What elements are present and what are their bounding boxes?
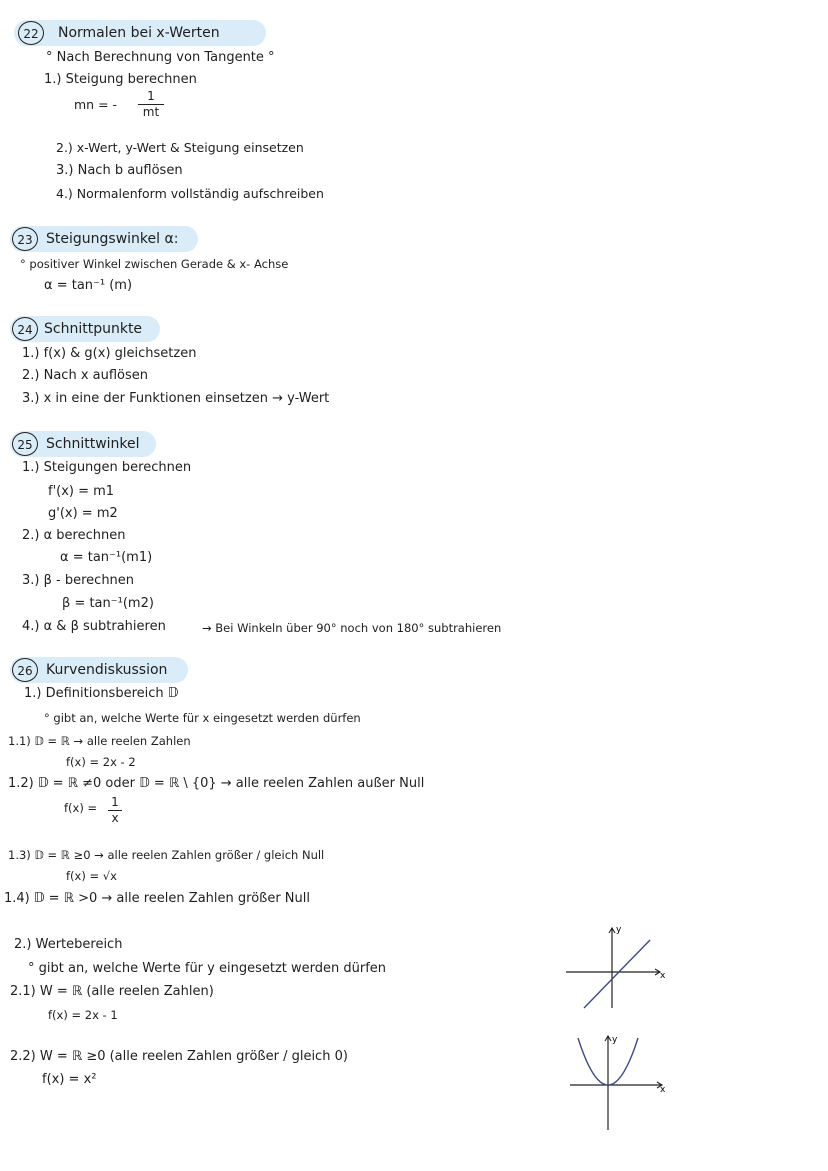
s26-d13: 1.3) 𝔻 = ℝ ≥0 → alle reelen Zahlen größer / gleich Null (8, 848, 325, 862)
s25-beta: β = tan⁻¹(m2) (62, 596, 154, 611)
s26-def-head: 1.) Definitionsbereich 𝔻 (24, 686, 179, 701)
s26-d12-fraction (108, 796, 122, 825)
s22-formula-lhs: mn = - (74, 97, 118, 112)
section-24-title: Schnittpunkte (44, 321, 143, 337)
graph2-x-label: x (660, 1085, 666, 1095)
s25-alpha: α = tan⁻¹(m1) (60, 550, 153, 565)
s22-step3: 3.) Nach b auflösen (56, 163, 183, 178)
s26-d12-num: 1 (111, 795, 119, 809)
s24-step3: 3.) x in eine der Funktionen einsetzen → y-Wert (22, 391, 330, 406)
s25-step4-note: → Bei Winkeln über 90° noch von 180° subtrahieren (202, 621, 502, 635)
section-25-title: Schnittwinkel (46, 436, 140, 452)
s25-f1: f'(x) = m1 (48, 484, 115, 499)
s26-d12-den: x (111, 811, 119, 825)
s26-d12-example: f(x) = (64, 801, 98, 815)
section-22-title: Normalen bei x-Werten (58, 25, 220, 41)
s22-fraction (138, 90, 164, 119)
section-25-number: 25 (12, 432, 38, 456)
s26-d11-example: f(x) = 2x - 2 (66, 755, 136, 769)
s26-w21: 2.1) W = ℝ (alle reelen Zahlen) (10, 984, 214, 999)
s23-line1: ° positiver Winkel zwischen Gerade & x- Achse (20, 257, 289, 271)
s22-step2: 2.) x-Wert, y-Wert & Steigung einsetzen (56, 140, 304, 155)
graph2-y-label: y (612, 1035, 618, 1045)
s22-frac-num: 1 (147, 89, 155, 103)
s26-w-head: 2.) Wertebereich (14, 937, 123, 952)
section-23-number: 23 (12, 227, 38, 251)
section-26-number: 26 (12, 658, 38, 682)
s25-g1: g'(x) = m2 (48, 506, 118, 521)
section-23-title: Steigungswinkel α: (46, 231, 179, 247)
section-22-number: 22 (18, 21, 44, 45)
s25-step3: 3.) β - berechnen (22, 573, 135, 588)
graph1-line (584, 940, 650, 1008)
s26-d13-example: f(x) = √x (66, 869, 117, 883)
graph1-x-label: x (660, 971, 666, 981)
s22-frac-den: mt (142, 105, 160, 119)
s26-d11: 1.1) 𝔻 = ℝ → alle reelen Zahlen (8, 734, 191, 748)
section-24-number: 24 (12, 317, 38, 341)
s22-intro: ° Nach Berechnung von Tangente ° (46, 50, 275, 65)
s25-step2: 2.) α berechnen (22, 528, 126, 543)
s26-d14: 1.4) 𝔻 = ℝ >0 → alle reelen Zahlen größer Null (4, 891, 310, 906)
s23-formula: α = tan⁻¹ (m) (44, 278, 133, 293)
s24-step1: 1.) f(x) & g(x) gleichsetzen (22, 346, 197, 361)
s25-step1: 1.) Steigungen berechnen (22, 460, 192, 475)
linear-graph (560, 922, 670, 1012)
s24-step2: 2.) Nach x auflösen (22, 368, 149, 383)
s26-d12: 1.2) 𝔻 = ℝ ≠0 oder 𝔻 = ℝ \ {0} → alle reelen Zahlen außer Null (8, 776, 425, 791)
s26-w22-example: f(x) = x² (42, 1072, 97, 1087)
s25-step4: 4.) α & β subtrahieren (22, 619, 166, 634)
parabola-graph (560, 1032, 670, 1132)
s26-w-desc: ° gibt an, welche Werte für y eingesetzt werden dürfen (28, 961, 387, 976)
graph1-y-label: y (616, 925, 622, 935)
section-26-title: Kurvendiskussion (46, 662, 168, 678)
s26-def-desc: ° gibt an, welche Werte für x eingesetzt werden dürfen (44, 711, 361, 725)
s26-w21-example: f(x) = 2x - 1 (48, 1008, 118, 1022)
s22-step1: 1.) Steigung berechnen (44, 72, 197, 87)
s26-w22: 2.2) W = ℝ ≥0 (alle reelen Zahlen größer / gleich 0) (10, 1049, 348, 1064)
s22-step4: 4.) Normalenform vollständig aufschreiben (56, 186, 324, 201)
